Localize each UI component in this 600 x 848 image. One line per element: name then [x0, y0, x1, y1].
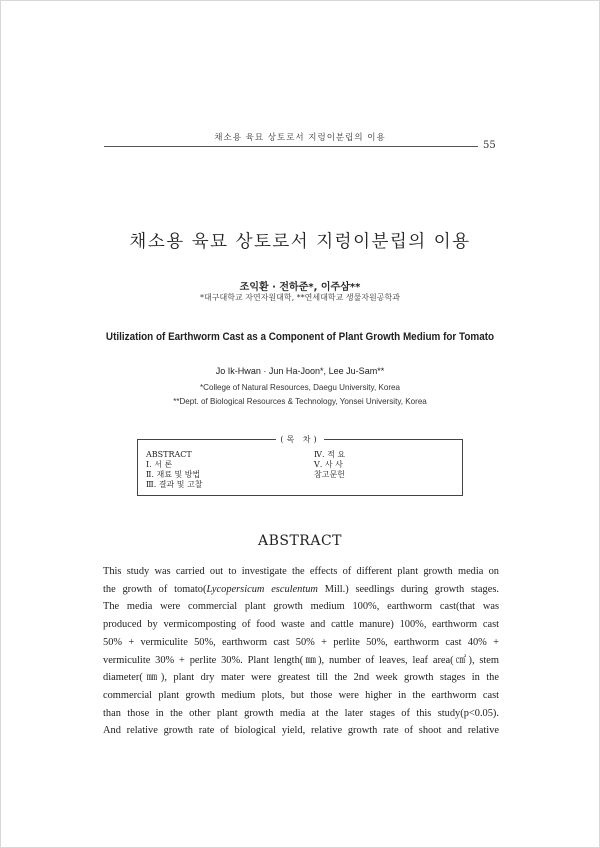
abstract-line: This study was carried out to investigate the effects of different plant growth media on — [103, 566, 499, 577]
abstract-line: commercial plant growth medium plots, but those were higher in the earthworm cast — [103, 689, 499, 701]
toc-item: 참고문헌 — [314, 470, 345, 479]
english-authors: Jo Ik-Hwan · Jun Ha-Joon*, Lee Ju-Sam** — [215, 366, 385, 377]
toc-right-column — [314, 450, 345, 480]
english-affiliation-1: *College of Natural Resources, Daegu University, Korea — [199, 382, 401, 392]
english-affiliation-2: **Dept. of Biological Resources & Technology, Yonsei University, Korea — [173, 396, 427, 406]
korean-affiliations: *대구대학교 자연자원대학, **연세대학교 생물자원공학과 — [200, 293, 400, 302]
page-number: 55 — [483, 140, 496, 151]
toc-item: ABSTRACT — [146, 450, 192, 459]
abstract-line: 50% + vermiculite 50%, earthworm cast 50% + perlite 50%, earthworm cast 40% + — [103, 636, 499, 648]
abstract-line: the growth of tomato(Lycopersicum esculentum Mill.) seedlings during growth stages. — [103, 583, 499, 595]
table-of-contents — [137, 435, 463, 496]
toc-item: Ⅳ. 적 요 — [314, 450, 346, 459]
abstract-line: And relative growth rate of biological yield, relative growth rate of shoot and relative — [103, 725, 499, 737]
abstract-line: diameter(㎜), plant dry mater were greatest till the 2nd week growth stages in the — [103, 672, 499, 684]
toc-item: Ⅰ. 서 론 — [146, 460, 173, 469]
toc-item: Ⅱ. 재료 및 방법 — [146, 470, 201, 479]
running-head: 채소용 육묘 상토로서 지렁이분립의 이용 — [214, 133, 386, 143]
abstract-heading: ABSTRACT — [257, 533, 343, 549]
header-rule — [104, 146, 478, 147]
korean-title: 채소용 육묘 상토로서 지렁이분립의 이용 — [129, 232, 471, 252]
toc-item: Ⅴ. 사 사 — [314, 460, 343, 469]
abstract-line: vermiculite 30% + perlite 30%. Plant length(㎜), number of leaves, leaf area(㎠), stem — [103, 654, 499, 666]
toc-item: Ⅲ. 결과 및 고찰 — [146, 480, 203, 489]
abstract-line: The media were commercial plant growth medium 100%, earthworm cast(that was — [103, 601, 499, 613]
toc-left-column — [146, 450, 203, 490]
abstract-body — [103, 563, 499, 740]
korean-authors: 조익환 · 전하준*, 이주삼** — [239, 282, 361, 293]
abstract-line: than those in the other plant growth media at the later stages of this study(p<0.05). — [103, 707, 499, 719]
toc-title: (목 차) — [138, 434, 462, 445]
abstract-line: produced by vermicomposting of food waste and cattle manure) 100%, earthworm cast — [103, 619, 499, 631]
english-title: Utilization of Earthworm Cast as a Component of Plant Growth Medium for Tomato — [105, 331, 495, 343]
